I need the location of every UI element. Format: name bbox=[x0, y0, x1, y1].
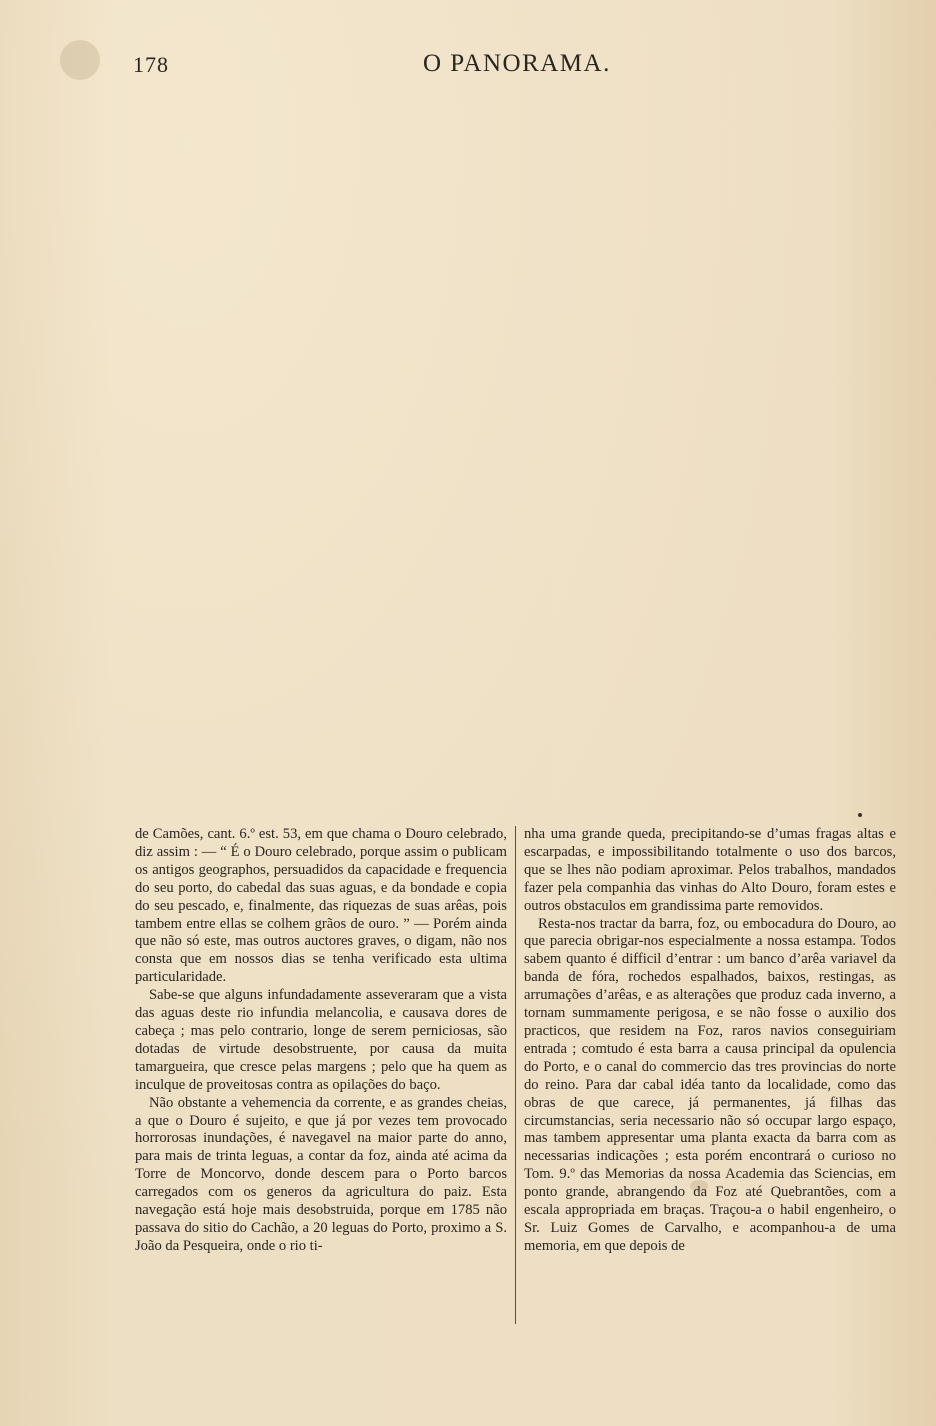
paper-stain bbox=[60, 40, 100, 80]
running-title: O PANORAMA. bbox=[423, 50, 611, 77]
left-paragraph-1: de Camões, cant. 6.º est. 53, em que chama o Douro celebrado, diz assim : — “ É o Douro celebrado, porque assim o publicam os antigos geographos, persuadidos da capacidade e frequencia do seu porto, do cabedal das suas aguas, e da bondade e copia do seu pescado, e, finalmente, das riquezas de suas arêas, pois tambem entre ellas se colhem grãos de ouro. ” — Porém ainda que não só este, mas outros auctores graves, o digam, não nos consta que em nossos dias se tenha verificado esta ultima particularidade. bbox=[135, 826, 507, 986]
blank-plate-area bbox=[133, 100, 910, 810]
column-divider bbox=[515, 826, 516, 1324]
right-paragraph-1: nha uma grande queda, precipitando-se d’umas fragas altas e escarpadas, e impossibilitando totalmente o uso dos barcos, que se lhes não podiam aproximar. Pelos trabalhos, mandados fazer pela companhia das vinhas do Alto Douro, foram estes e outros obstaculos em grandissima parte removidos. bbox=[524, 826, 896, 914]
right-column bbox=[524, 826, 896, 1256]
right-paragraph-2: Resta-nos tractar da barra, foz, ou embocadura do Douro, ao que parecia obrigar-nos especialmente a nossa estampa. Todos sabem quanto é difficil d’entrar : um banco d’arêa variavel da banda de fóra, rochedos espalhados, baixos, restingas, as arrumações d’arêas, e as alterações que produz cada inverno, a tornam summamente perigosa, e se não fosse o auxilio dos practicos, que residem na Foz, raros navios conseguiriam entrada ; comtudo é esta barra a causa principal da opulencia do Porto, e o canal do commercio das tres provincias do norte do reino. Para dar cabal idéa tanto da localidade, como das obras de que carece, já permanentes, já filhas das circumstancias, seria necessario não só occupar largo espaço, mas tambem appresentar uma planta exacta da barra com as necessarias indicações ; esta porém encontrará o curioso no Tom. 9.º das Memorias da nossa Academia das Sciencias, em ponto grande, abrangendo da Foz até Quebrantões, com a escala appropriada em braças. Traçou-a o habil engenheiro, o Sr. Luiz Gomes de Carvalho, e acompanhou-a de uma memoria, em que depois de bbox=[524, 915, 896, 1254]
ink-dot bbox=[858, 813, 862, 817]
left-paragraph-3: Não obstante a vehemencia da corrente, e as grandes cheias, a que o Douro é sujeito, e que já por vezes tem provocado horrorosas inundações, é navegavel na maior parte do anno, para mais de trinta leguas, a contar da foz, ainda até acima da Torre de Moncorvo, donde descem para o Porto barcos carregados com os generos da agricultura do paiz. Esta navegação está hoje mais desobstruida, porque em 1785 não passava do sitio do Cachão, a 20 leguas do Porto, proximo a S. João da Pesqueira, onde o rio ti- bbox=[135, 1094, 507, 1254]
left-column bbox=[135, 826, 507, 1256]
page-header bbox=[133, 50, 910, 84]
page-number: 178 bbox=[133, 52, 169, 77]
left-paragraph-2: Sabe-se que alguns infundadamente asseveraram que a vista das aguas deste rio infundia melancolia, e causava dores de cabeça ; mas pelo contrario, longe de serem perniciosas, são dotadas de virtude desobstruente, por causa da muita tamargueira, que cresce pelas margens ; pelo que ha quem as inculque de proveitosas contra as opilações do baço. bbox=[135, 987, 507, 1093]
